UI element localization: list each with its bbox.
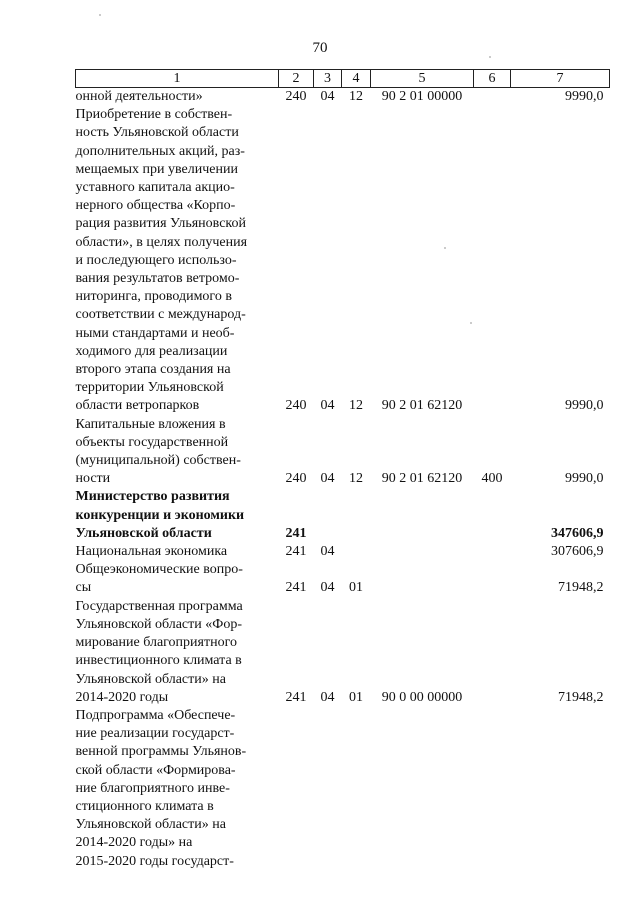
table-row [76, 707, 610, 871]
row-description: онной деятельности» [75, 89, 203, 104]
cell-amount: 9990,0 [565, 471, 604, 487]
cell-section [314, 707, 342, 871]
cell-subsection [342, 543, 371, 561]
column-header: 7 [511, 70, 610, 88]
cell-section: 04 [320, 398, 335, 414]
cell-admin-code: 240 [285, 398, 307, 414]
cell-expense-type [474, 561, 511, 597]
row-description: Общеэкономические вопро- сы [75, 562, 243, 596]
page-number: 70 [312, 40, 328, 56]
column-header: 5 [371, 70, 474, 88]
cell-admin-code: 240 [285, 471, 307, 487]
cell-amount: 9990,0 [565, 89, 604, 104]
cell-target-article: 90 2 01 00000 [381, 89, 463, 104]
table-row [76, 543, 610, 561]
scan-speck [444, 247, 446, 249]
scan-speck [99, 14, 101, 16]
cell-subsection [342, 488, 371, 543]
column-header: 4 [342, 70, 371, 88]
cell-section: 04 [320, 689, 335, 705]
cell-target-article: 90 0 00 00000 [381, 689, 463, 705]
cell-amount [511, 707, 610, 871]
cell-expense-type [474, 88, 511, 107]
row-description: Национальная экономика [75, 544, 228, 560]
cell-section: 04 [320, 580, 335, 596]
cell-amount: 307606,9 [551, 544, 604, 560]
scan-speck [470, 322, 472, 324]
cell-admin-code: 241 [285, 544, 307, 560]
table-row [76, 416, 610, 489]
budget-table [75, 69, 610, 871]
cell-expense-type: 400 [481, 471, 503, 487]
cell-subsection [342, 707, 371, 871]
header-row [76, 70, 610, 88]
cell-expense-type [474, 488, 511, 543]
cell-expense-type [474, 106, 511, 415]
cell-subsection: 01 [349, 689, 363, 705]
cell-subsection: 01 [349, 580, 363, 596]
table-row [76, 561, 610, 597]
row-description: Приобретение в собствен- ность Ульяновской области дополнительных акций, раз- мещаемых при увеличении уставного капитала акцио- нерного общества «Корпо- рация развития Ульяновской области», в целях получения и последующего использо- вания результатов ветромо- ниторинга, проводимого в соответствии с международ- ными стандартами и необ- ходимого для реализации второго этапа создания на территории Ульяновской области ветропарков [75, 107, 248, 414]
cell-expense-type [474, 707, 511, 871]
cell-amount: 347606,9 [551, 525, 604, 541]
cell-admin-code [279, 707, 314, 871]
cell-amount: 71948,2 [558, 580, 604, 596]
table-row [76, 488, 610, 543]
cell-subsection: 12 [349, 471, 363, 487]
table-body [76, 88, 610, 871]
cell-target-article [371, 488, 474, 543]
column-header: 1 [76, 70, 279, 88]
cell-admin-code: 240 [285, 89, 307, 104]
cell-section: 04 [320, 544, 335, 560]
cell-target-article: 90 2 01 62120 [381, 471, 463, 487]
cell-amount: 9990,0 [565, 398, 604, 414]
row-description: Подпрограмма «Обеспече- ние реализации государст- венной программы Ульянов- ской области «Формирова- ние благоприятного инве- стиционного климата в Ульяновской области» на 2014-2020 годы» на 2015-2020 годы государст- [75, 707, 247, 869]
column-header: 2 [279, 70, 314, 88]
table-header [76, 70, 610, 88]
cell-target-article [371, 707, 474, 871]
column-header: 3 [314, 70, 342, 88]
cell-section [314, 488, 342, 543]
cell-target-article [371, 561, 474, 597]
cell-admin-code: 241 [285, 689, 307, 705]
cell-admin-code: 241 [285, 525, 307, 541]
cell-section: 04 [320, 471, 335, 487]
row-description: Министерство развития конкуренции и экономики Ульяновской области [75, 489, 245, 541]
cell-expense-type [474, 543, 511, 561]
cell-admin-code: 241 [285, 580, 307, 596]
row-description: Капитальные вложения в объекты государственной (муниципальной) собствен- ности [75, 416, 241, 487]
cell-target-article [371, 543, 474, 561]
cell-subsection: 12 [349, 398, 363, 414]
scan-speck [489, 56, 491, 58]
table-row [76, 106, 610, 415]
column-header: 6 [474, 70, 511, 88]
cell-expense-type [474, 598, 511, 707]
cell-section: 04 [320, 89, 335, 104]
table-row [76, 88, 610, 107]
table-row [76, 598, 610, 707]
cell-subsection: 12 [349, 89, 363, 104]
row-description: Государственная программа Ульяновской области «Фор- мирование благоприятного инвестиционного климата в Ульяновской области» на 2014-2020 годы [75, 598, 243, 705]
cell-target-article: 90 2 01 62120 [381, 398, 463, 414]
cell-amount: 71948,2 [558, 689, 604, 705]
